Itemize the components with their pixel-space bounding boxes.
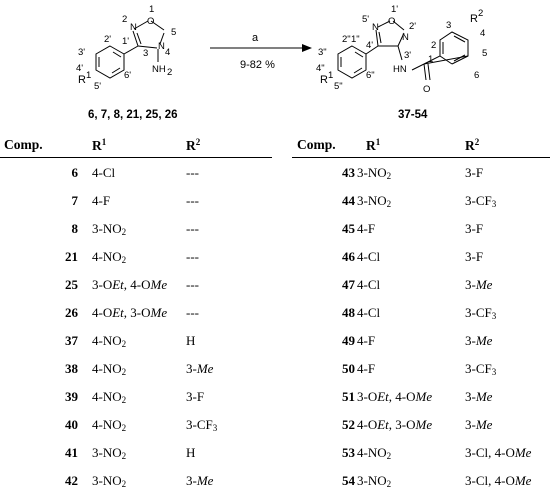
compound-number: 50 <box>342 361 355 376</box>
r2-cell: 3-Cl, 4-OMe <box>465 445 532 460</box>
product-substituent-R2-sup: 2 <box>478 8 484 19</box>
locant-4p: 4' <box>76 63 84 74</box>
locant-b3: 3 <box>446 20 452 31</box>
locant-5p: 5' <box>94 81 102 92</box>
compound-number: 21 <box>65 249 78 264</box>
table-row <box>0 385 550 409</box>
table-row <box>0 189 550 213</box>
r2-cell: --- <box>186 277 199 292</box>
r2-cell: $3-CF_3$ <box>465 361 497 377</box>
r1-cell: 4-Cl <box>357 305 381 320</box>
table-row <box>0 413 550 437</box>
r1-cell: $4-NO_2$ <box>357 445 392 461</box>
table-row <box>0 301 550 325</box>
compound-number: 48 <box>342 305 355 320</box>
product-compound-label: 37-54 <box>398 109 428 121</box>
locant-b4: 4 <box>480 28 486 39</box>
r2-cell: 3-Me <box>186 361 214 376</box>
locant-5: 5 <box>171 27 177 38</box>
table-row <box>0 329 550 353</box>
locant-b2: 2 <box>431 40 437 51</box>
header-r1-left: $R^1$ <box>92 137 107 153</box>
product-benzoyl-ring <box>440 36 468 64</box>
compound-number: 40 <box>65 417 78 432</box>
r1-cell: $4-NO_2$ <box>92 249 127 265</box>
reactant-atom-labels <box>76 4 176 92</box>
table-row <box>0 357 550 381</box>
r1-cell: 4-F <box>357 221 376 236</box>
table-row <box>0 273 550 297</box>
r2-cell: 3-Me <box>465 389 493 404</box>
table-row <box>0 217 550 241</box>
r2-cell: 3-F <box>465 165 484 180</box>
table-row <box>0 441 550 465</box>
r1-cell: $3-NO_2$ <box>92 445 127 461</box>
locant-1p-product: 1' <box>391 4 399 15</box>
reaction-arrow <box>210 44 312 52</box>
r1-cell: $3-NO_2$ <box>357 473 392 489</box>
compound-number: 6 <box>71 165 78 180</box>
locant-2: 2 <box>122 14 128 25</box>
compound-number: 41 <box>65 445 78 460</box>
r1-cell: $4-NO_2$ <box>92 361 127 377</box>
locant-5pp: 5" <box>334 81 343 92</box>
compound-number: 46 <box>342 249 355 264</box>
product-substituent-R2: R <box>470 13 478 25</box>
locant-3p: 3' <box>78 47 86 58</box>
locant-1p: 1' <box>122 36 130 47</box>
compound-number: 38 <box>65 361 78 376</box>
atom-O1: O <box>147 16 155 27</box>
locant-1pp: 1" <box>351 34 360 45</box>
r2-cell: $3-CF_3$ <box>465 305 497 321</box>
header-rule-right <box>292 157 550 158</box>
substituent-R1-sup: 1 <box>86 70 92 81</box>
header-rule-left <box>0 157 272 158</box>
substituent-R1: R <box>78 74 86 86</box>
locant-3: 3 <box>143 48 149 59</box>
r1-cell: $3-NO_2$ <box>92 221 127 237</box>
atom-N5: N <box>158 41 165 52</box>
r1-cell: $4-NO_2$ <box>92 333 127 349</box>
locant-3pp: 3" <box>318 47 327 58</box>
locant-b1: 1 <box>428 54 434 65</box>
atom-N5p: N <box>372 22 379 33</box>
reactant-compound-label: 6, 7, 8, 21, 25, 26 <box>88 109 178 121</box>
header-r2-right: $R^2$ <box>465 137 480 153</box>
compound-number: 42 <box>65 473 78 488</box>
compound-number: 54 <box>342 473 355 488</box>
table-row <box>0 161 550 185</box>
r2-cell: $3-CF_3$ <box>465 193 497 209</box>
compound-number: 39 <box>65 389 78 404</box>
atom-N2p: N <box>402 32 409 43</box>
r1-cell: 4-Cl <box>357 249 381 264</box>
header-r1-right: $R^1$ <box>366 137 381 153</box>
locant-2p: 2' <box>104 34 112 45</box>
r1-cell: 4-Cl <box>92 165 116 180</box>
atom-O-carbonyl: O <box>423 84 431 95</box>
locant-4p-product: 4' <box>366 40 374 51</box>
product-atom-labels <box>316 4 487 95</box>
compound-number: 43 <box>342 165 355 180</box>
compound-number: 52 <box>342 417 355 432</box>
header-r2-left: $R^2$ <box>186 137 201 153</box>
compound-number: 51 <box>342 389 355 404</box>
compound-number: 45 <box>342 221 355 236</box>
r2-cell: 3-Me <box>186 473 214 488</box>
r2-cell: 3-Me <box>465 277 493 292</box>
locant-b5: 5 <box>482 48 488 59</box>
r2-cell: 3-F <box>465 249 484 264</box>
r2-cell: H <box>186 333 196 348</box>
locant-2p-product: 2' <box>409 21 417 32</box>
locant-6p: 6' <box>124 70 132 81</box>
r1-cell: $4-NO_2$ <box>92 417 127 433</box>
compound-number: 37 <box>65 333 78 348</box>
compound-number: 44 <box>342 193 355 208</box>
locant-b6: 6 <box>474 70 480 81</box>
r2-cell: 3-Me <box>465 417 493 432</box>
r1-cell: 4-OEt, 3-OMe <box>357 417 433 432</box>
r1-cell: 3-OEt, 4-OMe <box>92 277 168 292</box>
reaction-scheme <box>0 0 550 128</box>
atom-NH: HN <box>393 64 407 75</box>
locant-5p-product: 5' <box>362 14 370 25</box>
product-substituent-R1-sup: 1 <box>328 70 334 81</box>
table-row <box>0 245 550 269</box>
atom-N2: N <box>130 22 137 33</box>
r2-cell: --- <box>186 221 199 236</box>
compound-number: 25 <box>65 277 78 292</box>
locant-3p-product: 3' <box>404 50 412 61</box>
header-comp-right: Comp. <box>297 137 336 152</box>
yield-label: 9-82 % <box>240 59 275 71</box>
compound-number: 7 <box>71 193 78 208</box>
r2-cell: 3-Me <box>465 333 493 348</box>
r1-cell: 4-F <box>357 361 376 376</box>
r2-cell: --- <box>186 305 199 320</box>
r1-cell: $3-NO_2$ <box>357 193 392 209</box>
compound-number: 26 <box>65 305 78 320</box>
locant-2pp: 2" <box>342 34 351 45</box>
r2-cell: $3-CF_3$ <box>186 417 218 433</box>
r1-cell: 4-OEt, 3-OMe <box>92 305 168 320</box>
r2-cell: --- <box>186 165 199 180</box>
product-substituent-R1: R <box>320 74 328 86</box>
header-comp-left: Comp. <box>4 137 43 152</box>
compound-number: 8 <box>71 221 78 236</box>
atom-O1p: O <box>388 16 396 27</box>
r2-cell: 3-F <box>465 221 484 236</box>
r1-cell: 3-OEt, 4-OMe <box>357 389 433 404</box>
compound-number: 49 <box>342 333 355 348</box>
r2-cell: H <box>186 445 196 460</box>
table-row <box>0 469 550 493</box>
locant-4: 4 <box>165 47 171 58</box>
r1-cell: $3-NO_2$ <box>92 473 127 489</box>
atom-H2-subscript: 2 <box>167 67 173 78</box>
r2-cell: --- <box>186 249 199 264</box>
r2-cell: 3-Cl, 4-OMe <box>465 473 532 488</box>
r2-cell: 3-F <box>186 389 205 404</box>
locant-6pp: 6" <box>366 70 375 81</box>
compound-number: 47 <box>342 277 355 292</box>
r1-cell: $4-NO_2$ <box>92 389 127 405</box>
r1-cell: 4-F <box>357 333 376 348</box>
r1-cell: 4-F <box>92 193 111 208</box>
r2-cell: --- <box>186 193 199 208</box>
r1-cell: $3-NO_2$ <box>357 165 392 181</box>
r1-cell: 4-Cl <box>357 277 381 292</box>
atom-NH2: NH <box>152 64 166 75</box>
reagent-label: a <box>252 32 259 44</box>
locant-4pp: 4" <box>316 63 325 74</box>
locant-1: 1 <box>149 4 155 15</box>
compound-number: 53 <box>342 445 355 460</box>
